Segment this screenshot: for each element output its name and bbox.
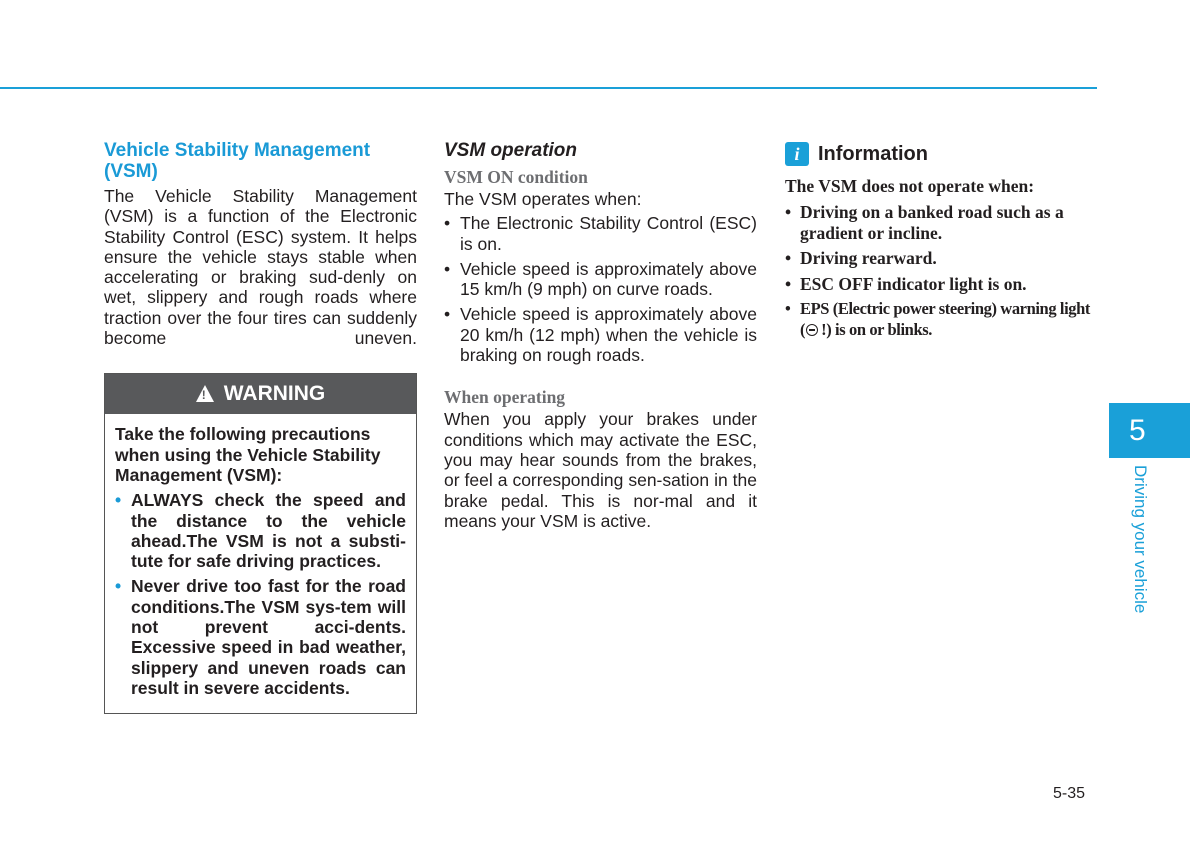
warning-title: WARNING (223, 382, 326, 406)
eps-item-mark: ! (821, 319, 827, 339)
list-item: • Driving rearward. (785, 248, 1097, 269)
warning-header (105, 374, 416, 414)
on-condition-list (444, 213, 757, 365)
column-operation (444, 140, 757, 531)
information-list (785, 202, 1097, 340)
list-item: • Driving on a banked road such as a gradient or incline. (785, 202, 1097, 243)
chapter-tab: 5 (1109, 403, 1190, 458)
list-item: • The Electronic Stability Control (ESC) is on. (444, 213, 757, 254)
when-operating-heading: When operating (444, 387, 566, 408)
info-icon: i (785, 142, 809, 166)
warning-box (104, 373, 417, 714)
warning-intro: Take the following precautions when using the Vehicle Stability Management (VSM): (115, 424, 381, 485)
warning-triangle-icon (196, 385, 214, 402)
when-operating-body: When you apply your brakes under conditions which may activate the ESC, you may hear sounds from the brakes, or feel a corresponding sen-sation in the brake pedal. This is nor-mal and it means your VSM is active. (444, 409, 757, 531)
vsm-body: The Vehicle Stability Management (VSM) is a function of the Electronic Stability Control (ESC) system. It helps ensure the vehicle stays stable when accelerating or braking sud-denly on wet, slippery and rough roads where traction over the four tires can suddenly become uneven. (104, 186, 417, 349)
column-information (785, 140, 1097, 345)
information-intro: The VSM does not operate when: (785, 176, 1035, 196)
warning-body (105, 414, 416, 713)
warning-list (115, 490, 406, 698)
column-vsm (104, 140, 417, 714)
list-item: • Vehicle speed is approximately above 20 km/h (12 mph) when the vehicle is braking on rough roads. (444, 304, 757, 365)
chapter-label: Driving your vehicle (1131, 465, 1150, 614)
warning-item: • Never drive too fast for the road conditions.The VSM sys-tem will not prevent acci-dents. Excessive speed in bad weather, slippery and uneven roads can result in severe accidents. (115, 576, 406, 698)
vsm-title: Vehicle Stability Management (VSM) (104, 140, 371, 182)
eps-item-after: ) is on or blinks. (826, 319, 932, 339)
on-condition-intro: The VSM operates when: (444, 189, 642, 209)
top-rule (0, 87, 1097, 89)
information-title: Information (818, 142, 928, 165)
warning-item: • ALWAYS check the speed and the distance to the vehicle ahead.The VSM is not a substi-tute for safe driving practices. (115, 490, 406, 571)
eps-item-before: EPS (Electric power steering) warning light ( (800, 299, 1090, 339)
information-header (785, 142, 1097, 166)
list-item-eps (785, 299, 1097, 340)
eps-warning-light-icon (805, 323, 821, 337)
page-number: 5-35 (1053, 785, 1086, 802)
on-condition-heading: VSM ON condition (444, 167, 588, 187)
operation-title: VSM operation (444, 140, 578, 161)
list-item: • ESC OFF indicator light is on. (785, 274, 1097, 295)
list-item: • Vehicle speed is approximately above 15 km/h (9 mph) on curve roads. (444, 259, 757, 300)
